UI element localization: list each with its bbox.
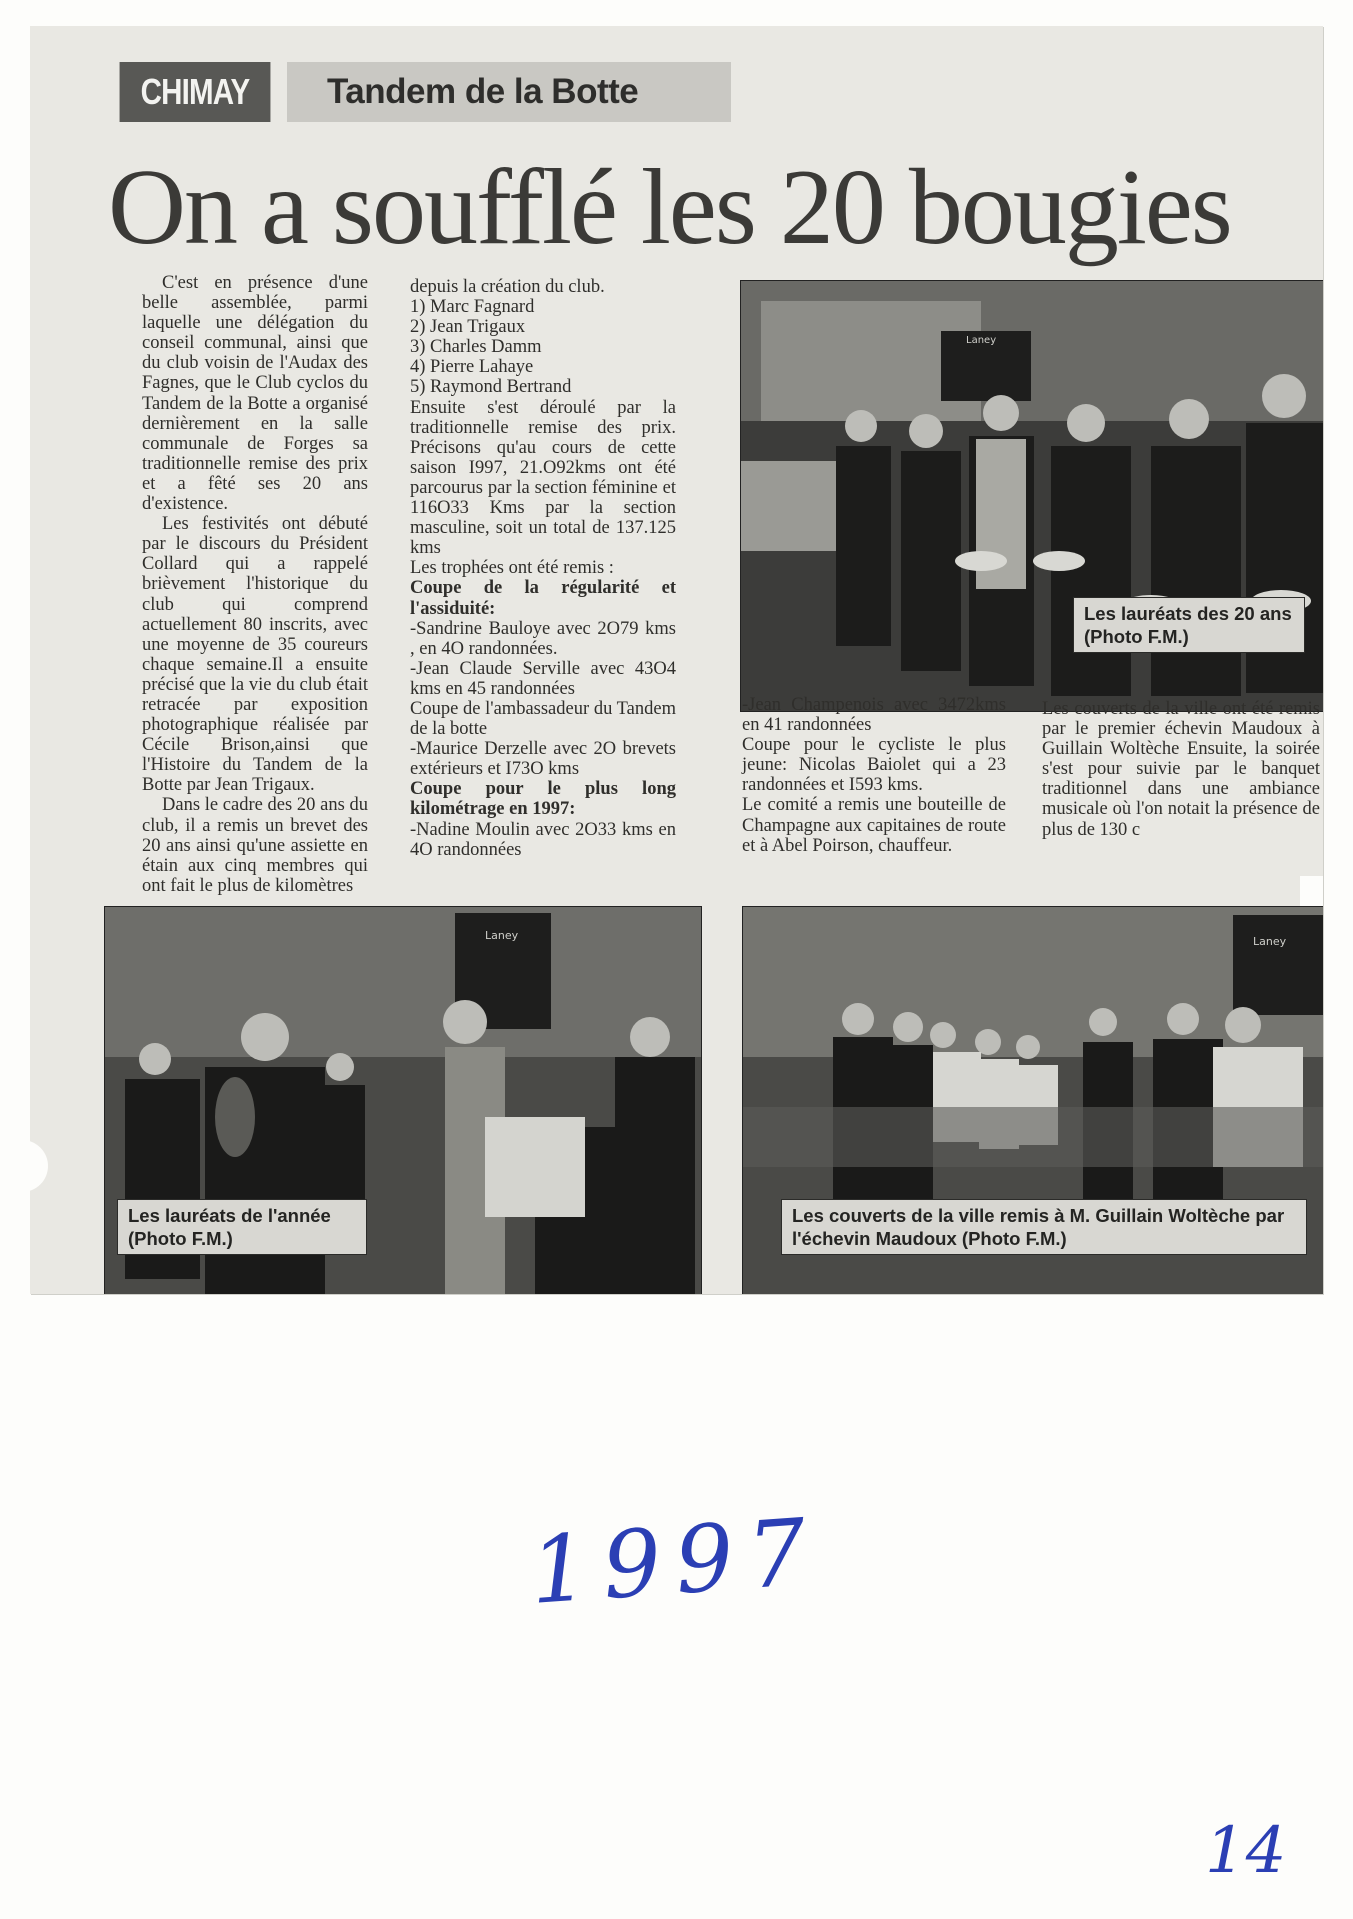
sign-text: Laney	[966, 335, 997, 346]
award-line: -Maurice Derzelle avec 2O brevets extérieurs et I73O kms	[410, 739, 676, 780]
award-line: Coupe pour le cycliste le plus jeune: Nicolas Baiolet qui a 23 randonnées et I593 kms.	[742, 735, 1006, 796]
newspaper-clipping	[30, 26, 1323, 1294]
paragraph: Les festivités ont débuté par le discours du Président Collard qui a rappelé brièvement l'historique du club qui comprend actuellement 80 inscrits, avec une moyenne de 35 coureurs chaque semaine.Il a ensuite précisé que la vie du club était retracée par exposition photographique réalisée par Cécile Brison,ainsi que l'Histoire du Tandem de la Botte par Jean Trigaux.	[142, 514, 368, 796]
photo-laureates-20-years	[740, 280, 1323, 712]
handwritten-year-text: 1997	[526, 1498, 824, 1625]
ranking-item: 4) Pierre Lahaye	[410, 357, 534, 378]
handwritten-year	[527, 1498, 824, 1625]
paragraph: Dans le cadre des 20 ans du club, il a remis un brevet des 20 ans ainsi qu'une assiette en étain aux cinq membres qui ont fait le plus de kilomètres	[142, 795, 368, 896]
caption-text: Les couverts de la ville remis à M. Guillain Woltèche par l'échevin Maudoux (Photo F.M.)	[792, 1205, 1285, 1249]
sign-text: Laney	[485, 929, 519, 942]
caption-text: Les lauréats de l'année (Photo F.M.)	[128, 1205, 331, 1249]
photo-caption	[1073, 597, 1305, 653]
article-column-4	[1042, 699, 1320, 840]
article-column-2	[410, 277, 676, 860]
ranking-item: 3) Charles Damm	[410, 337, 542, 358]
ranking-item: 2) Jean Trigaux	[410, 317, 526, 338]
ranking-item: 1) Marc Fagnard	[410, 297, 535, 318]
photo-caption	[117, 1199, 367, 1255]
award-line: -Jean Claude Serville avec 43O4 kms en 45 randonnées	[410, 658, 676, 699]
award-heading	[410, 578, 676, 618]
paragraph: Les trophées ont été remis :	[410, 558, 614, 579]
award-line: -Sandrine Bauloye avec 2O79 kms , en 4O randonnées.	[410, 618, 676, 659]
section-label: CHIMAY	[120, 62, 271, 122]
photo-laureates-year	[104, 906, 702, 1294]
article-headline: On a soufflé les 20 bougies	[108, 148, 1231, 267]
photo-couverts-ceremony	[742, 906, 1323, 1294]
paragraph: Ensuite s'est déroulé par la traditionnelle remise des prix. Précisons qu'au cours de cette saison I997, 21.O92kms ont été parcourus par la section féminine et 116O33 Kms par la section masculine, soit un total de 137.125 kms	[410, 397, 676, 559]
article-column-1	[142, 273, 368, 896]
award-heading-text: Coupe de la régularité et l'assiduité:	[410, 578, 676, 619]
article-header	[103, 62, 731, 122]
award-heading	[410, 779, 676, 819]
award-line: -Nadine Moulin avec 2O33 kms en 4O randonnées	[410, 819, 676, 860]
award-line: -Jean Champenois avec 3472kms en 41 randonnées	[742, 695, 1006, 736]
photo-caption	[781, 1199, 1307, 1255]
paragraph: Le comité a remis une bouteille de Champagne aux capitaines de route et à Abel Poirson, chauffeur.	[742, 795, 1006, 856]
paragraph: depuis la création du club.	[410, 277, 605, 297]
award-heading-text: Coupe pour le plus long kilométrage en 1997:	[410, 779, 676, 820]
article-subtitle: Tandem de la Botte	[287, 62, 731, 122]
handwritten-page-number-text: 14	[1205, 1814, 1287, 1888]
ranking-item: 5) Raymond Bertrand	[410, 377, 572, 398]
article-column-3	[742, 695, 1006, 856]
caption-text: Les lauréats des 20 ans (Photo F.M.)	[1084, 603, 1292, 647]
torn-corner	[1300, 876, 1323, 906]
sign-text: Laney	[1253, 935, 1287, 948]
paragraph: Les couverts de la ville ont été remis par le premier échevin Maudoux à Guillain Woltèche Ensuite, la soirée s'est pour suivie par le banquet traditionnel dans une ambiance musicale où l'on notait la présence de plus de 130 c	[1042, 699, 1320, 840]
award-line: Coupe de l'ambassadeur du Tandem de la botte	[410, 698, 676, 740]
paragraph: C'est en présence d'une belle assemblée, parmi laquelle une délégation du conseil communal, ainsi que du club voisin de l'Audax des Fagnes, que le Club cyclos du Tandem de la Botte a organisé dernièrement en la salle communale de Forges sa traditionnelle remise des prix et a fêté ses 20 ans d'existence.	[142, 273, 368, 515]
handwritten-page-number	[1205, 1814, 1286, 1888]
